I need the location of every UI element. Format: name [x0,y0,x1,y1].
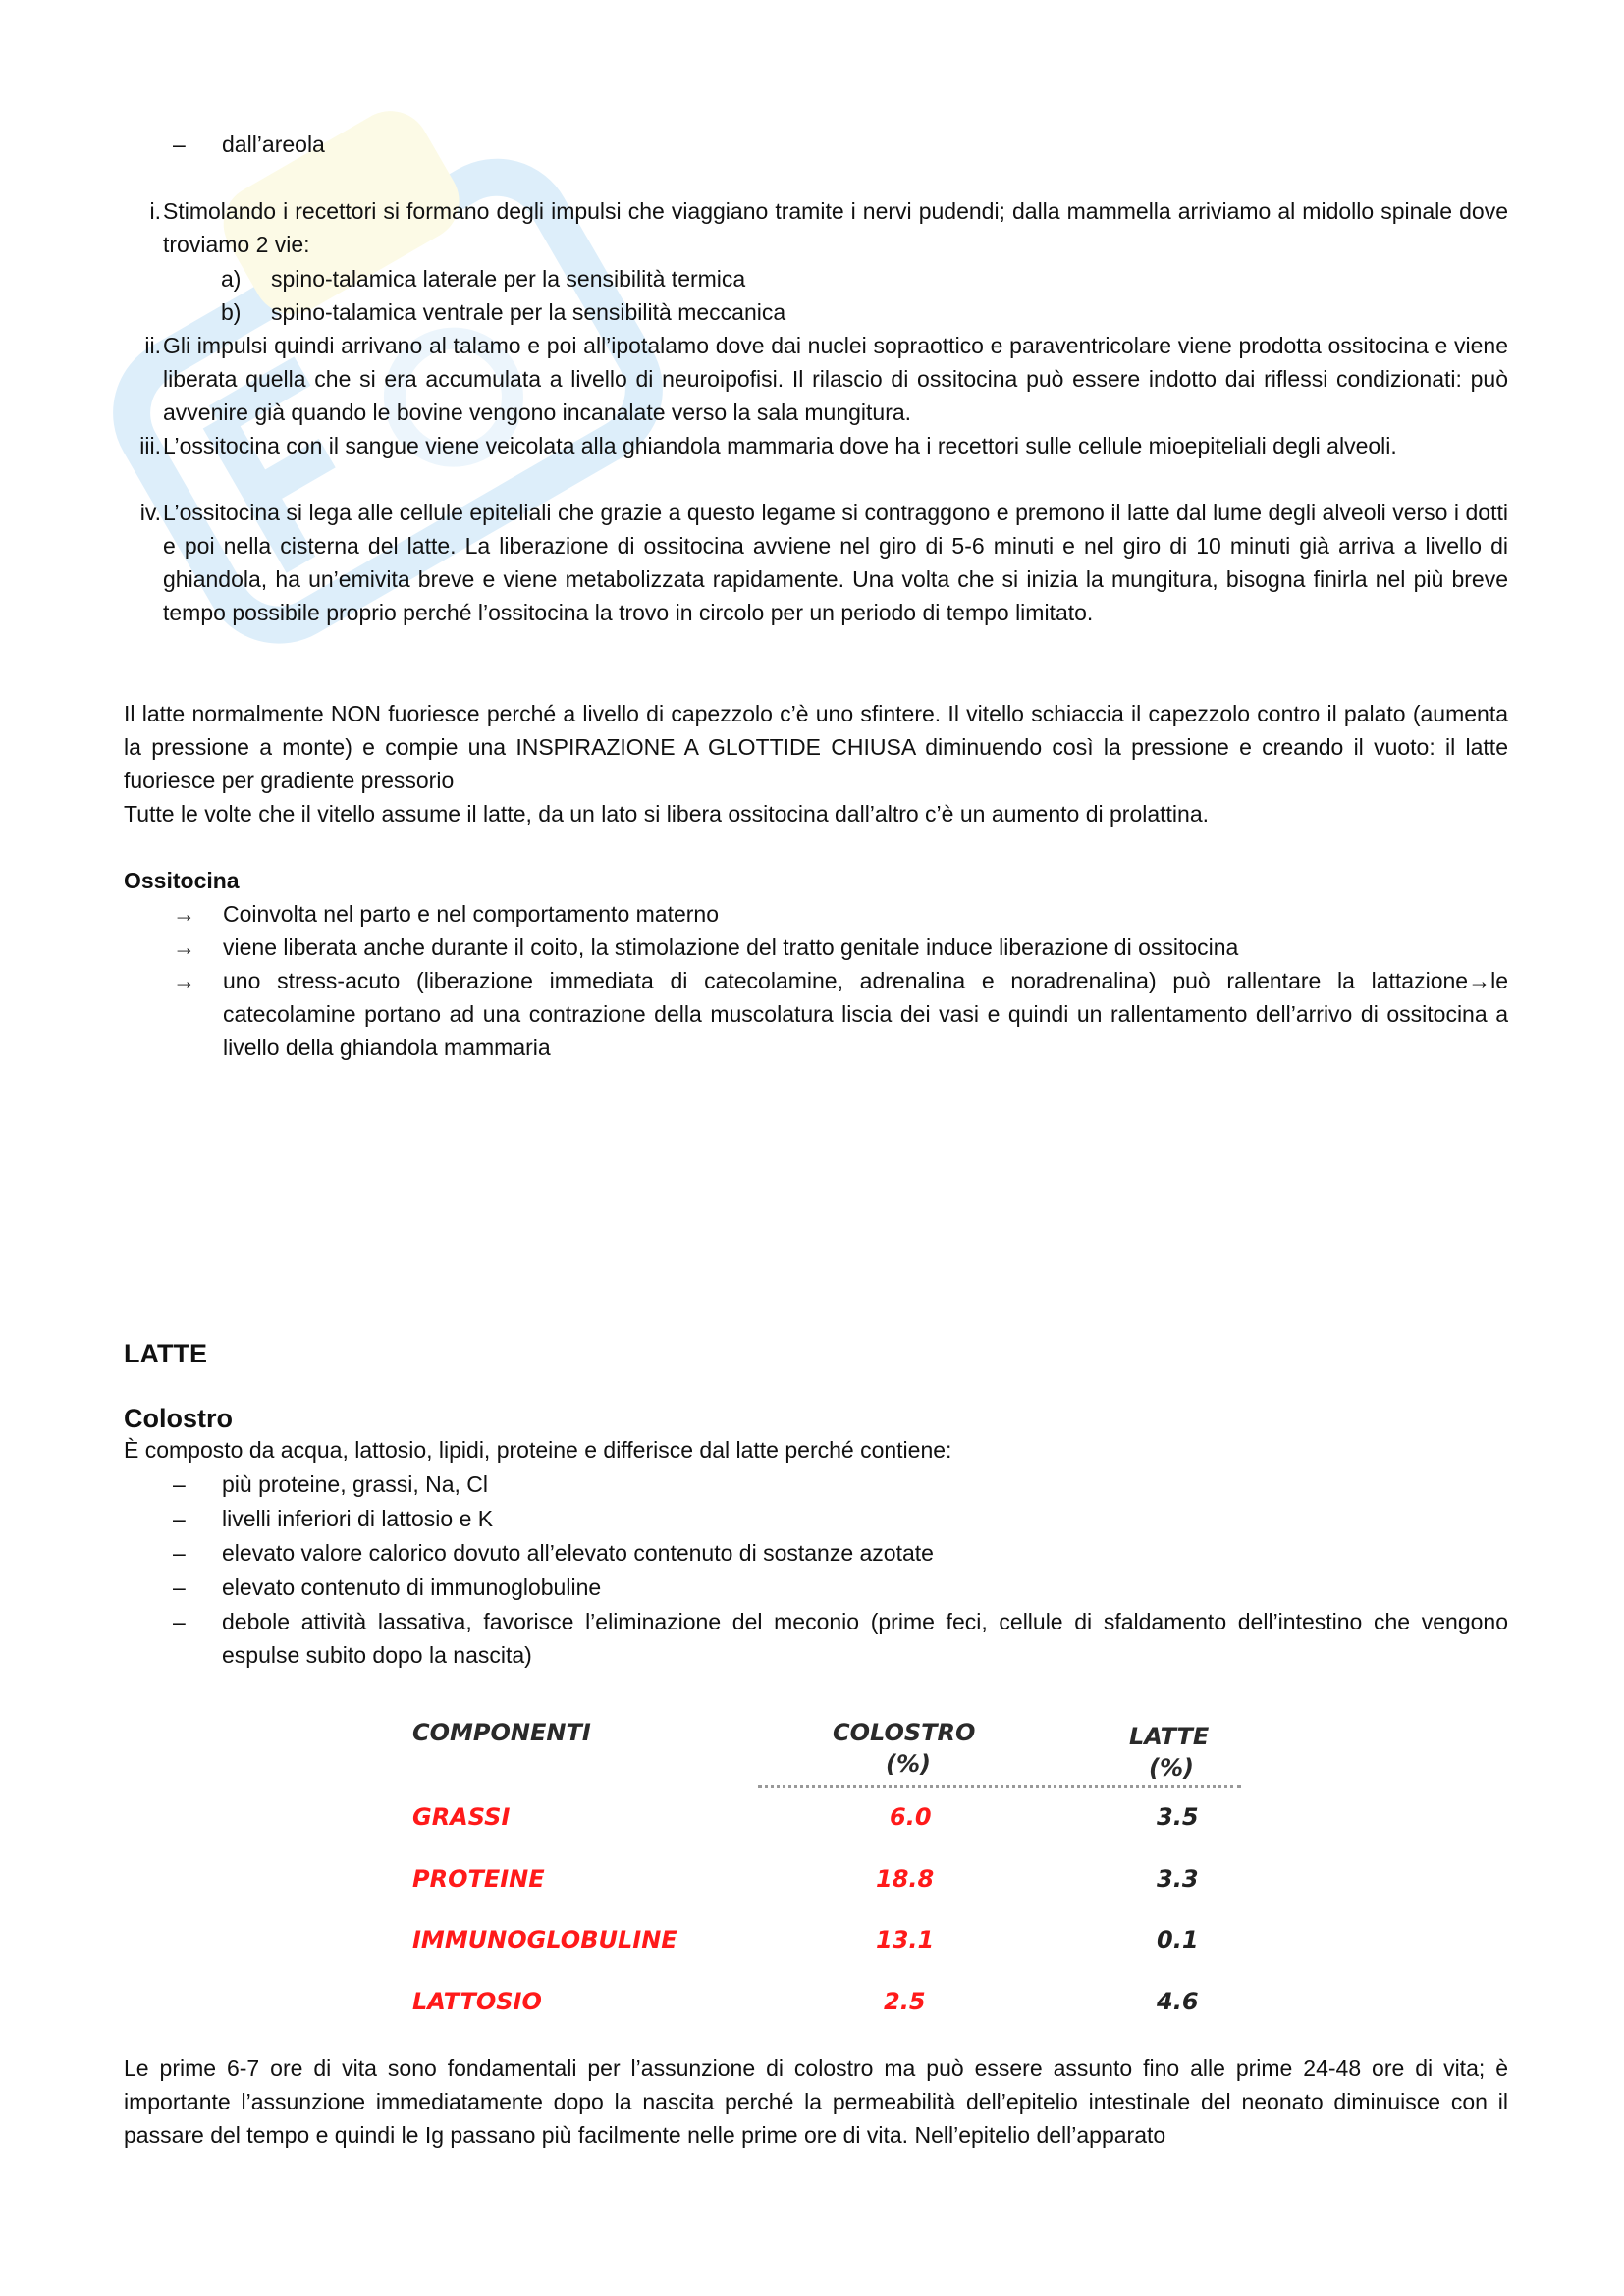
arrow-right-icon: → [173,934,195,960]
table-cell-colostro: 13.1 [876,1926,935,1953]
table-cell-latte: 3.5 [1157,1803,1199,1831]
paragraph-prolattina: Tutte le volte che il vitello assume il latte, da un lato si libera ossitocina dall’altro c’è un aumento di prolattina. [124,801,1210,827]
arrow-item-text [223,964,1508,1064]
roman-number: iv. [139,500,161,525]
table-cell-latte: 3.3 [1157,1865,1199,1893]
roman-number: iii. [139,433,161,458]
roman-item-text: Stimolando i recettori si formano degli impulsi che viaggiano tramite i nervi pudendi; dalla mammella arriviamo al midollo spinale dove troviamo 2 vie: [163,198,1508,257]
paragraph-final: Le prime 6-7 ore di vita sono fondamentali per l’assunzione di colostro ma può essere assunto fino alle prime 24-48 ore di vita; è importante l’assunzione immediatamente dopo la nascita perché la permeabilità dell’epitelio intestinale del neonato diminuisce con il passare del tempo e quindi le Ig passano più facilmente nelle prime ore di vita. Nell’epitelio dell’apparato [124,2056,1508,2148]
table-header-latte: LATTE [1129,1723,1210,1750]
table-cell-colostro: 2.5 [884,1988,926,2015]
arrow-right-icon: → [173,968,195,993]
section-heading-ossitocina: Ossitocina [124,868,240,893]
dash-bullet: – [173,132,186,157]
dash-bullet: – [173,1609,186,1634]
dash-bullet: – [173,1540,186,1566]
table-header-componenti: COMPONENTI [412,1719,591,1746]
paragraph-intro-colostro: È composto da acqua, lattosio, lipidi, proteine e differisce dal latte perché contiene: [124,1437,952,1463]
arrow-item-text-part2: le catecolamine portano ad una contrazione della muscolatura liscia dei vasi e quindi un rallentamento dell’arrivo di ossitocina a livello della ghiandola mammaria [223,968,1508,1060]
alpha-letter: a) [221,266,242,292]
dash-bullet: – [173,1506,186,1531]
alpha-item-text: spino-talamica laterale per la sensibilità termica [271,266,746,292]
roman-number: ii. [144,333,161,358]
table-header-colostro: COLOSTRO [833,1719,976,1746]
list-item-text: elevato contenuto di immunoglobuline [222,1575,602,1600]
table-cell-name: LATTOSIO [412,1988,542,2015]
alpha-letter: b) [221,299,242,325]
dash-bullet: – [173,1575,186,1600]
table-cell-colostro: 6.0 [890,1803,932,1831]
arrow-item-text: viene liberata anche durante il coito, la stimolazione del tratto genitale induce liberazione di ossitocina [223,934,1239,960]
table-divider [758,1785,1241,1788]
table-cell-name: GRASSI [412,1803,511,1831]
table-cell-latte: 0.1 [1157,1926,1199,1953]
table-cell-colostro: 18.8 [876,1865,935,1893]
table-header-colostro-unit: (%) [886,1750,931,1778]
roman-number: i. [149,198,161,224]
alpha-item-text: spino-talamica ventrale per la sensibilità meccanica [271,299,786,325]
arrow-right-icon: → [173,901,195,927]
dash-bullet: – [173,1471,186,1497]
inline-arrow-icon: → [1468,968,1491,993]
paragraph-sphincter: Il latte normalmente NON fuoriesce perché a livello di capezzolo c’è uno sfintere. Il vitello schiaccia il capezzolo contro il palato (aumenta la pressione a monte) e compie una INSPIRAZIONE A GLOTTIDE CHIUSA diminuendo così la pressione e creando il vuoto: il latte fuoriesce per gradiente pressorio [124,701,1508,793]
list-item-text: debole attività lassativa, favorisce l’eliminazione del meconio (prime feci, cellule di sfaldamento dell’intestino che vengono espulse subito dopo la nascita) [222,1609,1508,1668]
arrow-item-text-part1: uno stress-acuto (liberazione immediata di catecolamine, adrenalina e noradrenalina) può rallentare la lattazione [223,968,1469,993]
table-cell-latte: 4.6 [1157,1988,1199,2015]
roman-item-text: L’ossitocina si lega alle cellule epiteliali che grazie a questo legame si contraggono e premono il latte dal lume degli alveoli verso i dotti e poi nella cisterna del latte. La liberazione di ossitocina avviene nel giro di 5-6 minuti e nel giro di 10 minuti già arriva a livello di ghiandola, ha un’emivita breve e viene metabolizzata rapidamente. Una volta che si inizia la mungitura, bisogna finirla nel più breve tempo possibile proprio perché l’ossitocina la trovo in circolo per un periodo di tempo limitato. [163,500,1508,625]
list-item-text: livelli inferiori di lattosio e K [222,1506,494,1531]
roman-item-text: L’ossitocina con il sangue viene veicolata alla ghiandola mammaria dove ha i recettori sulle cellule mioepiteliali degli alveoli. [163,433,1397,458]
roman-item-text: Gli impulsi quindi arrivano al talamo e poi all’ipotalamo dove dai nuclei sopraottico e paraventricolare viene prodotta ossitocina e viene liberata quella che si era accumulata a livello di neuroipofisi. Il rilascio di ossitocina può essere indotto dai riflessi condizionati: può avvenire già quando le bovine vengono incanalate verso la sala mungitura. [163,333,1508,425]
arrow-item-text: Coinvolta nel parto e nel comportamento materno [223,901,720,927]
list-item-text: elevato valore calorico dovuto all’elevato contenuto di sostanze azotate [222,1540,934,1566]
list-item-text: dall’areola [222,132,325,157]
table-header-latte-unit: (%) [1149,1754,1194,1782]
list-item-text: più proteine, grassi, Na, Cl [222,1471,489,1497]
table-cell-name: IMMUNOGLOBULINE [412,1926,677,1953]
subheading-colostro: Colostro [124,1404,233,1433]
table-cell-name: PROTEINE [412,1865,545,1893]
section-heading-latte: LATTE [124,1339,207,1368]
